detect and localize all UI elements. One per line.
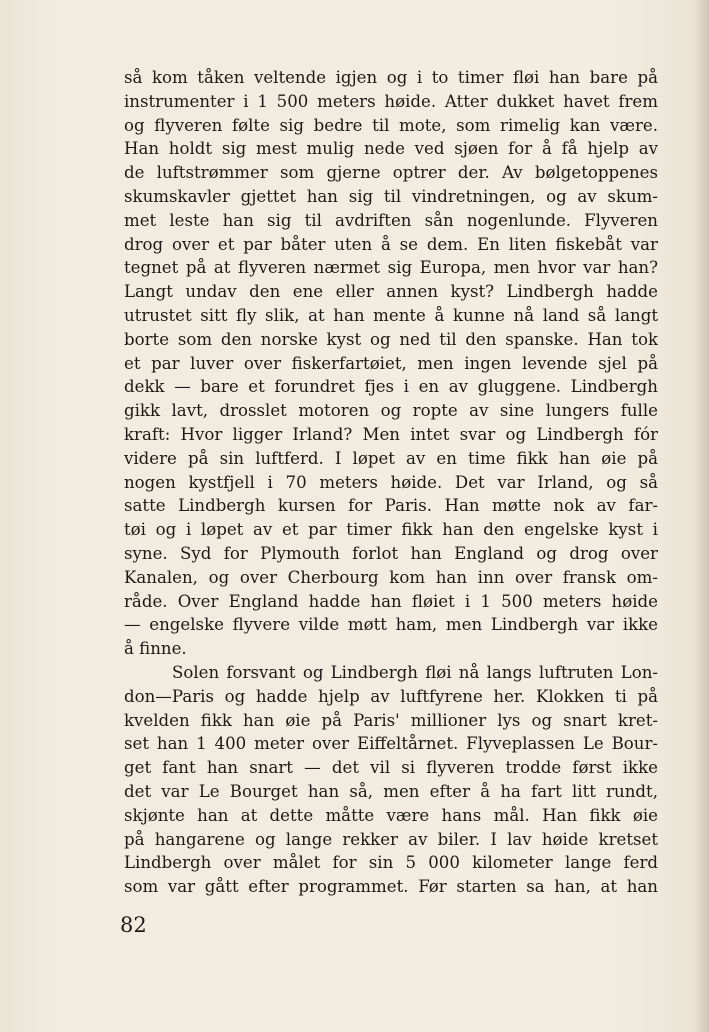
text-line: don—Paris og hadde hjelp av luftfyrene her. Klokken ti på	[124, 686, 658, 706]
text-line: Solen forsvant og Lindbergh fløi nå langs luftruten Lon-	[172, 662, 658, 682]
page-edge-shadow	[695, 0, 709, 1032]
text-line: det var Le Bourget han så, men efter å ha fart litt rundt,	[124, 781, 658, 801]
text-line: nogen kystfjell i 70 meters høide. Det var Irland, og så	[124, 472, 658, 492]
text-line: et par luver over fiskerfartøiet, men ingen levende sjel på	[124, 353, 658, 373]
text-line: videre på sin luftferd. I løpet av en time fikk han øie på	[124, 448, 658, 468]
text-line: de luftstrømmer som gjerne optrer der. Av bølgetoppenes	[124, 163, 658, 183]
text-line: å finne.	[124, 639, 187, 659]
text-line: kvelden fikk han øie på Paris' millioner lys og snart kret-	[124, 710, 658, 730]
text-line: set han 1 400 meter over Eiffeltårnet. Flyveplassen Le Bour-	[124, 734, 658, 754]
text-line: Han holdt sig mest mulig nede ved sjøen for å få hjelp av	[124, 139, 658, 159]
paragraph-2	[124, 661, 658, 899]
text-line: satte Lindbergh kursen for Paris. Han møtte nok av far-	[124, 496, 658, 516]
text-line: Kanalen, og over Cherbourg kom han inn over fransk om-	[124, 567, 658, 587]
text-line: Langt undav den ene eller annen kyst? Lindbergh hadde	[124, 282, 658, 302]
text-line: met leste han sig til avdriften sån nogenlunde. Flyveren	[124, 210, 658, 230]
text-line: gikk lavt, drosslet motoren og ropte av sine lungers fulle	[124, 401, 658, 421]
text-line: og flyveren følte sig bedre til mote, som rimelig kan være.	[124, 115, 658, 135]
text-line: drog over et par båter uten å se dem. En liten fiskebåt var	[124, 234, 658, 254]
body-text	[124, 66, 658, 899]
text-line: Lindbergh over målet for sin 5 000 kilometer lange ferd	[124, 853, 658, 873]
text-line: — engelske flyvere vilde møtt ham, men Lindbergh var ikke	[124, 615, 658, 635]
text-line: skjønte han at dette måtte være hans mål. Han fikk øie	[124, 805, 658, 825]
paragraph-1	[124, 66, 658, 661]
text-line: på hangarene og lange rekker av biler. I lav høide kretset	[124, 829, 658, 849]
text-line: så kom tåken veltende igjen og i to timer fløi han bare på	[124, 68, 658, 87]
text-line: skumskavler gjettet han sig til vindretningen, og av skum-	[124, 186, 658, 206]
text-line: get fant han snart — det vil si flyveren trodde først ikke	[124, 758, 658, 778]
text-line: utrustet sitt fly slik, at han mente å kunne nå land så langt	[124, 305, 658, 325]
text-line: dekk — bare et forundret fjes i en av gluggene. Lindbergh	[124, 377, 658, 397]
text-line: råde. Over England hadde han fløiet i 1 500 meters høide	[124, 591, 658, 611]
text-line: borte som den norske kyst og ned til den spanske. Han tok	[124, 329, 658, 349]
text-line: syne. Syd for Plymouth forlot han England og drog over	[124, 543, 658, 563]
text-line: tegnet på at flyveren nærmet sig Europa, men hvor var han?	[124, 258, 658, 278]
text-line: som var gått efter programmet. Før starten sa han, at han	[124, 877, 658, 897]
page-number: 82	[120, 913, 147, 937]
text-line: kraft: Hvor ligger Irland? Men intet svar og Lindbergh fór	[124, 424, 658, 444]
text-line: tøi og i løpet av et par timer fikk han den engelske kyst i	[124, 520, 658, 540]
text-line: instrumenter i 1 500 meters høide. Atter dukket havet frem	[124, 91, 658, 111]
